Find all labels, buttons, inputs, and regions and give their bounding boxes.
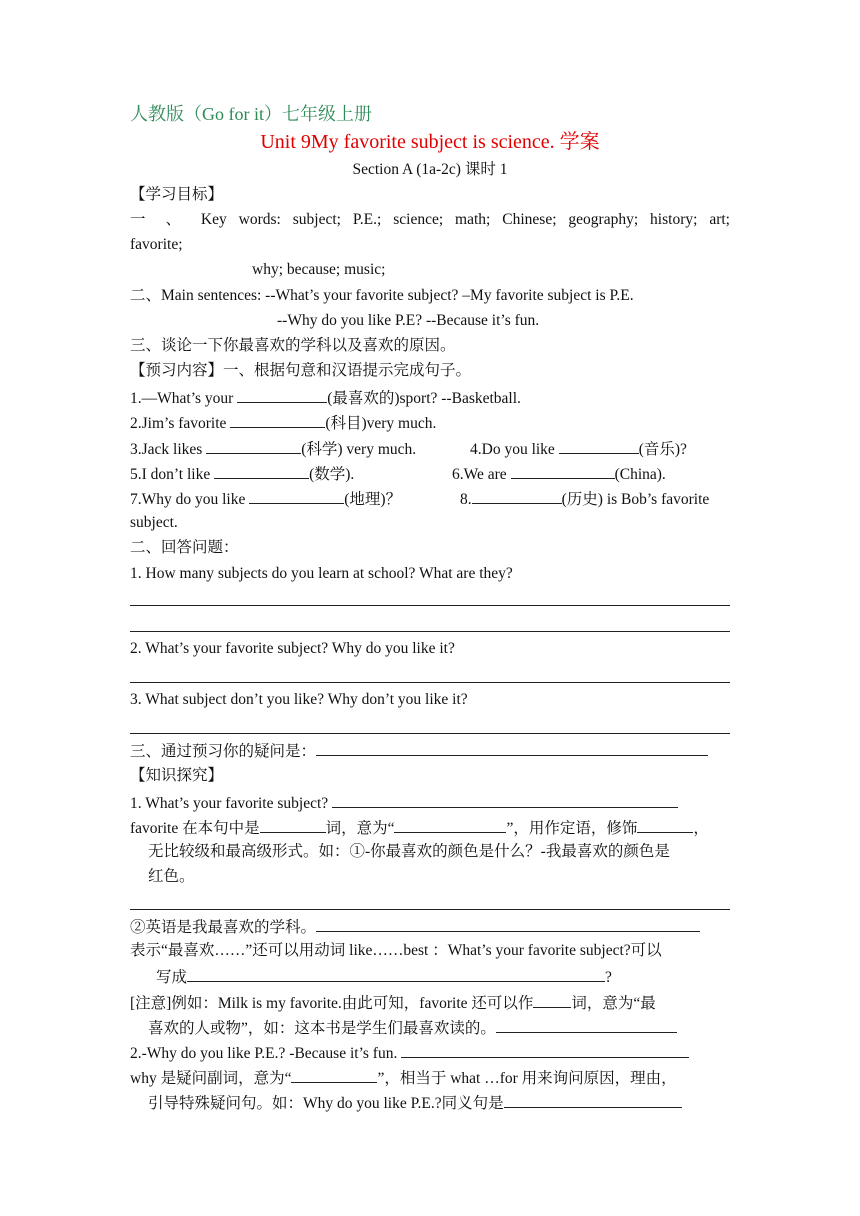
answer-blank[interactable] [637, 817, 693, 833]
key-words-line-2: favorite; [130, 236, 183, 253]
answer-blank[interactable] [332, 792, 678, 808]
preview-question-8-cont: subject. [130, 514, 178, 531]
answer-line[interactable] [130, 605, 730, 606]
answer-question-2: 2. What’s your favorite subject? Why do you like it? [130, 640, 455, 657]
preview-question-4: 4.Do you like (音乐)? [470, 438, 687, 458]
answer-heading: 二、回答问题： [130, 539, 239, 556]
answer-line[interactable] [130, 909, 730, 910]
section-label: Section A (1a-2c) 课时 1 [352, 161, 508, 178]
main-sentences-line-2: --Why do you like P.E? --Because it’s fun. [277, 312, 540, 329]
note-line-1: [注意]例如：Milk is my favorite.由此可知，favorite 还可以作 词，意为“最 [130, 992, 656, 1012]
answer-blank[interactable] [230, 412, 325, 428]
doubt-prompt: 三、通过预习你的疑问是： [130, 740, 708, 760]
answer-blank[interactable] [504, 1092, 682, 1108]
answer-blank[interactable] [394, 817, 506, 833]
explore-point-1-line-2: 无比较级和最高级形式。如：①-你最喜欢的颜色是什么？-我最喜欢的颜色是 [148, 843, 670, 860]
answer-question-3: 3. What subject don’t you like? Why don’t you like it? [130, 691, 468, 708]
answer-blank[interactable] [472, 488, 562, 504]
page-title: Unit 9My favorite subject is science. 学案 [260, 131, 600, 153]
explore-point-1-line-3: 红色。 [148, 868, 195, 885]
preview-question-1: 1.—What’s your (最喜欢的)sport? --Basketball. [130, 387, 521, 407]
preview-heading: 【预习内容】一、根据句意和汉语提示完成句子。 [130, 362, 472, 379]
preview-question-8: 8. (历史) is Bob’s favorite [460, 488, 709, 508]
answer-blank[interactable] [206, 438, 301, 454]
explore-point-2-line-2: 引导特殊疑问句。如：Why do you like P.E.?同义句是 [148, 1092, 682, 1112]
answer-blank[interactable] [316, 916, 700, 932]
answer-blank[interactable] [496, 1017, 677, 1033]
talk-instruction: 三、谈论一下你最喜欢的学科以及喜欢的原因。 [130, 337, 456, 354]
key-words-line-3: why; because; music; [252, 261, 386, 278]
answer-blank[interactable] [237, 387, 327, 403]
explore-point-2: 2.-Why do you like P.E.? -Because it’s fun. [130, 1042, 689, 1062]
edition-label: 人教版（Go for it）七年级上册 [130, 104, 372, 124]
explore-heading: 【知识探究】 [130, 767, 224, 784]
note-line-2: 喜欢的人或物”，如：这本书是学生们最喜欢读的。 [148, 1017, 677, 1037]
answer-blank[interactable] [401, 1042, 689, 1058]
answer-blank[interactable] [559, 438, 639, 454]
explore-point-2-line-1: why 是疑问副词，意为“ ”，相当于 what …for 用来询问原因，理由， [130, 1067, 677, 1087]
answer-blank[interactable] [260, 817, 326, 833]
explore-point-1: 1. What’s your favorite subject? [130, 792, 678, 812]
answer-blank[interactable] [291, 1067, 377, 1083]
answer-blank[interactable] [511, 463, 615, 479]
answer-blank[interactable] [214, 463, 309, 479]
main-sentences-line: 二、Main sentences: --What’s your favorite subject? –My favorite subject is P.E. [130, 287, 634, 304]
explore-point-1-line-4: ②英语是我最喜欢的学科。 [130, 916, 700, 936]
explore-point-1-line-1: favorite 在本句中是 词，意为“ ”，用作定语，修饰 ， [130, 817, 709, 837]
answer-blank[interactable] [187, 966, 605, 982]
preview-question-7: 7.Why do you like (地理)？ [130, 488, 401, 508]
key-words-line: 一 、 Key words: subject; P.E.; science; math; Chinese; geography; history; art; [130, 211, 730, 228]
preview-question-6: 6.We are (China). [452, 463, 666, 483]
answer-line[interactable] [130, 631, 730, 632]
preview-question-5: 5.I don’t like (数学). [130, 463, 354, 483]
answer-line[interactable] [130, 733, 730, 734]
answer-blank[interactable] [533, 992, 571, 1008]
preview-question-3: 3.Jack likes (科学) very much. [130, 438, 416, 458]
answer-blank[interactable] [316, 740, 708, 756]
preview-question-2: 2.Jim’s favorite (科目)very much. [130, 412, 436, 432]
goals-heading: 【学习目标】 [130, 186, 224, 203]
answer-line[interactable] [130, 682, 730, 683]
explore-point-1-line-6: 写成 ? [156, 966, 612, 986]
answer-question-1: 1. How many subjects do you learn at school? What are they? [130, 565, 513, 582]
explore-point-1-line-5: 表示“最喜欢……”还可以用动词 like……best ：What’s your favorite subject?可以 [130, 942, 662, 959]
answer-blank[interactable] [249, 488, 344, 504]
